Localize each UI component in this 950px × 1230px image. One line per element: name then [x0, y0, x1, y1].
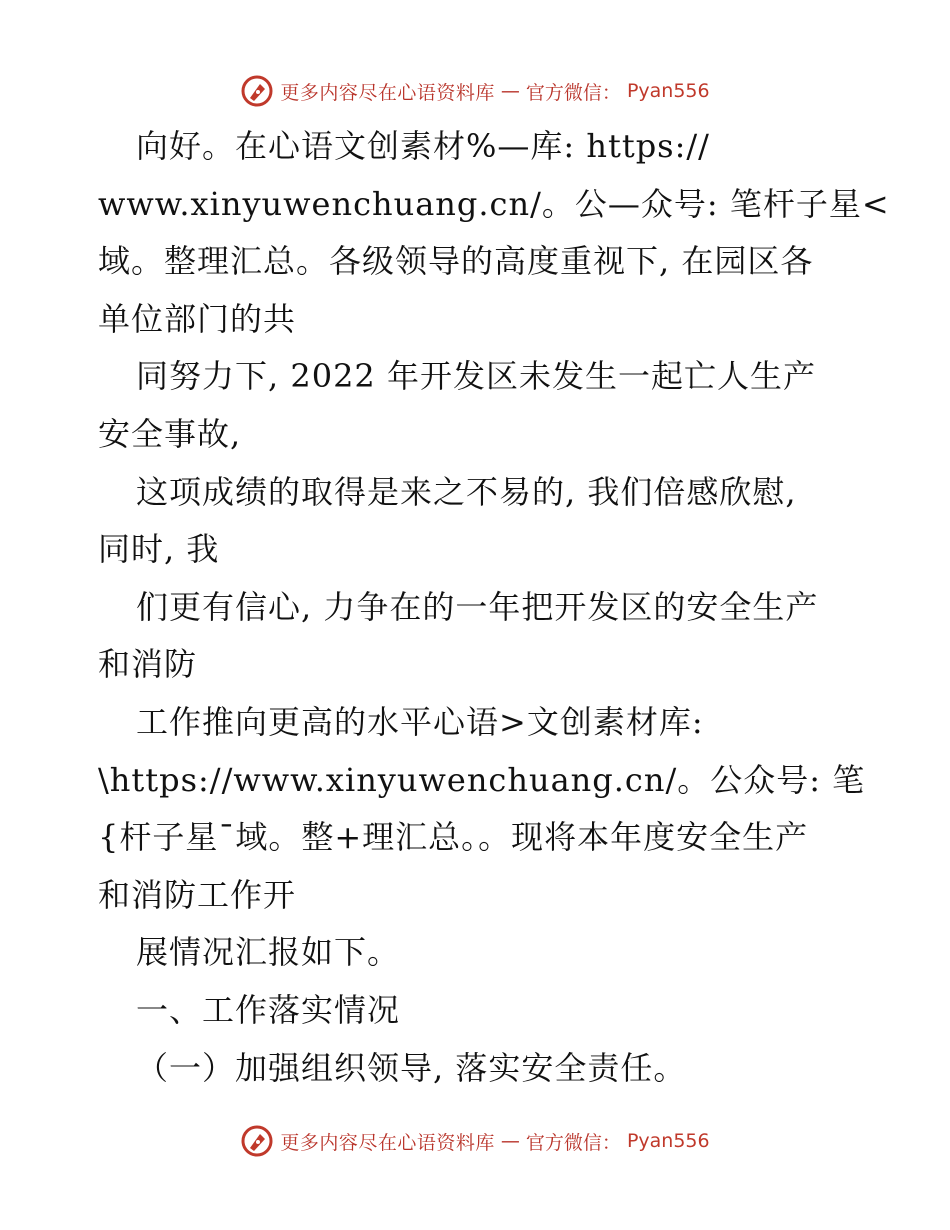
header-watermark [0, 74, 950, 108]
text-line: www.xinyuwenchuang.cn/。公—众号: 笔杆子星< [98, 184, 890, 223]
watermark-text: 更多内容尽在心语资料库 [280, 81, 495, 104]
text-line: 同时, 我 [98, 530, 220, 569]
text-line: 域。整理汇总。各级领导的高度重视下, 在园区各 [98, 242, 814, 281]
watermark-wechat-id: Pyan556 [626, 1130, 710, 1152]
text-line: 工作推向更高的水平心语>文创素材库: [136, 702, 704, 741]
watermark-wechat-label: 官方微信： [525, 81, 621, 104]
text-line: 单位部门的共 [98, 299, 297, 338]
text-line: 们更有信心, 力争在的一年把开发区的安全生产 [136, 587, 819, 626]
watermark-wechat-id: Pyan556 [626, 80, 710, 102]
document-body [98, 118, 890, 1097]
text-line: 安全事故, [98, 414, 242, 453]
text-line: 这项成绩的取得是来之不易的, 我们倍感欣慰, [136, 472, 797, 511]
text-line: {杆子星¯域。整+理汇总。。现将本年度安全生产 [98, 818, 809, 857]
text-line: 展情况汇报如下。 [136, 933, 401, 972]
subsection-heading: （一）加强组织领导, 落实安全责任。 [136, 1048, 687, 1087]
pen-nib-logo-icon [240, 1124, 274, 1158]
text-line: 和消防 [98, 645, 198, 684]
text-line: 和消防工作开 [98, 875, 297, 914]
text-line: 同努力下, 2022 年开发区未发生一起亡人生产 [136, 357, 816, 396]
watermark-wechat-label: 官方微信： [525, 1131, 621, 1154]
section-heading: 一、工作落实情况 [136, 990, 401, 1029]
watermark-separator: — [500, 80, 520, 102]
pen-nib-logo-icon [240, 74, 274, 108]
text-line: \https://www.xinyuwenchuang.cn/。公众号: 笔 [98, 760, 866, 799]
watermark-text: 更多内容尽在心语资料库 [280, 1131, 495, 1154]
text-line: 向好。在心语文创素材%—库: https:// [136, 127, 710, 165]
watermark-separator: — [500, 1130, 520, 1152]
footer-watermark [0, 1124, 950, 1158]
